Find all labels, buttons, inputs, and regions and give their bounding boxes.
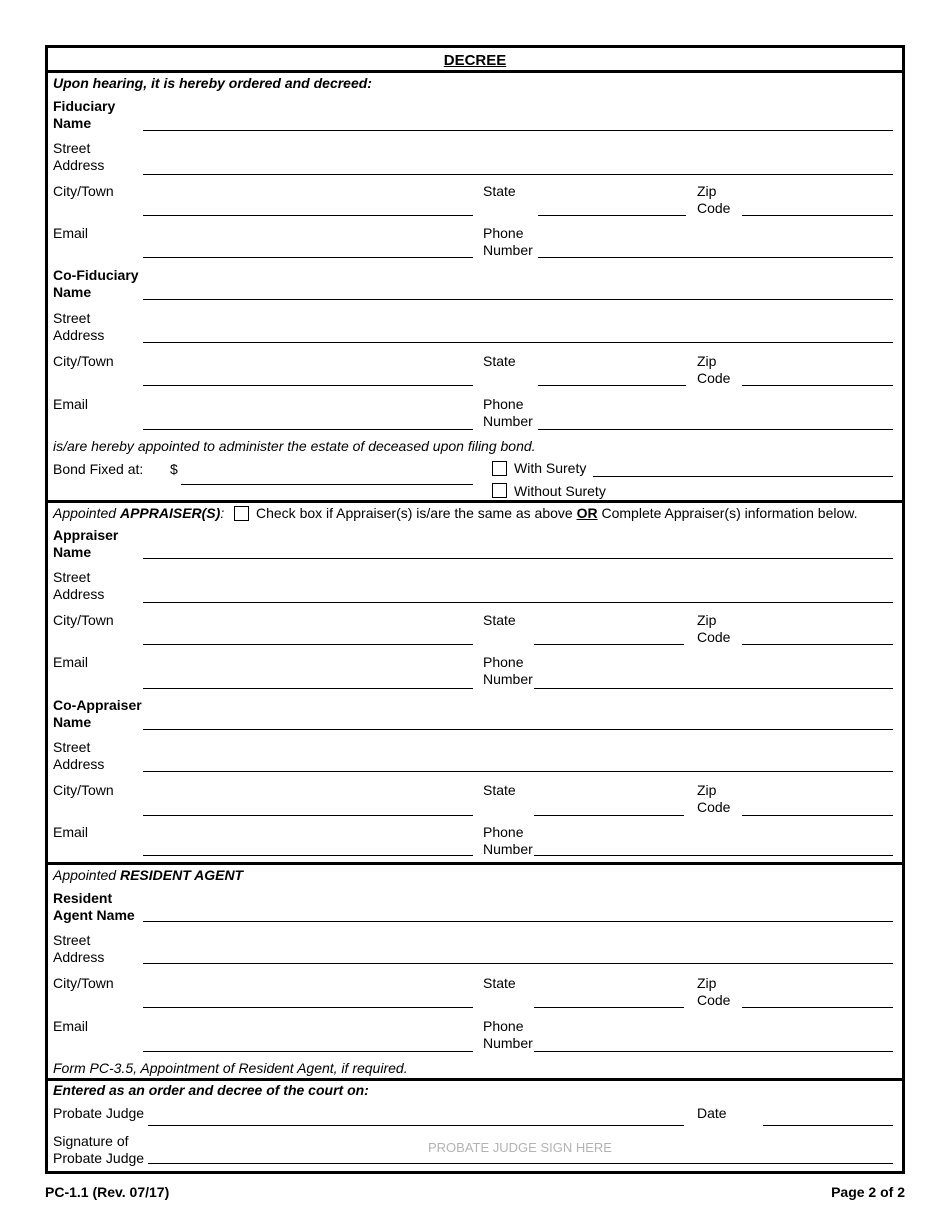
with-surety-label: With Surety	[514, 460, 587, 476]
fiduciary-state-label: State	[483, 183, 516, 199]
probate-judge-label: Probate Judge	[53, 1105, 145, 1121]
co-fiduciary-phone-label: Phone Number	[483, 396, 533, 429]
surety-name-field[interactable]	[593, 476, 893, 477]
co-appraiser-street-label: Street Address	[53, 739, 105, 772]
resident-agent-zip-field[interactable]	[742, 1007, 893, 1008]
co-fiduciary-city-field[interactable]	[143, 385, 473, 386]
co-appraiser-name-label: Co-Appraiser Name	[53, 697, 142, 730]
co-appraiser-phone-field[interactable]	[534, 855, 893, 856]
signature-label: Signature of Probate Judge	[53, 1133, 145, 1166]
appraiser-street-label: Street Address	[53, 569, 105, 602]
co-appraiser-street-field[interactable]	[143, 771, 893, 772]
resident-agent-street-label: Street Address	[53, 932, 105, 965]
appraiser-instruction: Check box if Appraiser(s) is/are the same as above OR Complete Appraiser(s) information below.	[256, 505, 858, 521]
fiduciary-city-label: City/Town	[53, 183, 114, 199]
appraiser-email-label: Email	[53, 654, 89, 670]
resident-agent-heading: Appointed RESIDENT AGENT	[53, 867, 244, 883]
appraiser-state-field[interactable]	[534, 644, 684, 645]
fiduciary-street-label: Street Address	[53, 140, 105, 173]
fiduciary-street-field[interactable]	[143, 174, 893, 175]
resident-agent-email-label: Email	[53, 1018, 89, 1034]
bond-label: Bond Fixed at:	[53, 461, 144, 477]
appraiser-heading: Appointed APPRAISER(S):	[53, 505, 225, 521]
co-appraiser-city-field[interactable]	[143, 815, 473, 816]
appraiser-city-field[interactable]	[143, 644, 473, 645]
section-divider-resident-agent	[48, 862, 902, 865]
resident-agent-form-note: Form PC-3.5, Appointment of Resident Agent, if required.	[53, 1060, 408, 1076]
appraiser-city-label: City/Town	[53, 612, 114, 628]
fiduciary-email-field[interactable]	[143, 257, 473, 258]
co-appraiser-name-field[interactable]	[143, 729, 893, 730]
appraiser-phone-label: Phone Number	[483, 654, 533, 687]
fiduciary-phone-field[interactable]	[538, 257, 893, 258]
decree-form	[45, 45, 905, 1174]
fiduciary-name-label: Fiduciary Name	[53, 98, 116, 131]
section-divider-appraisers	[48, 500, 902, 503]
fiduciary-state-field[interactable]	[538, 215, 686, 216]
co-fiduciary-name-field[interactable]	[143, 299, 893, 300]
bond-amount-field[interactable]	[181, 484, 473, 485]
section-divider-entry	[48, 1078, 902, 1081]
resident-agent-state-label: State	[483, 975, 516, 991]
resident-agent-zip-label: Zip Code	[697, 975, 731, 1008]
co-fiduciary-street-field[interactable]	[143, 342, 893, 343]
co-fiduciary-zip-field[interactable]	[742, 385, 893, 386]
co-fiduciary-email-label: Email	[53, 396, 89, 412]
co-appraiser-zip-label: Zip Code	[697, 782, 731, 815]
fiduciary-city-field[interactable]	[143, 215, 473, 216]
page-number: Page 2 of 2	[831, 1184, 905, 1200]
appraiser-phone-field[interactable]	[534, 688, 893, 689]
co-fiduciary-street-label: Street Address	[53, 310, 105, 343]
co-fiduciary-zip-label: Zip Code	[697, 353, 731, 386]
resident-agent-phone-label: Phone Number	[483, 1018, 533, 1051]
currency-symbol: $	[170, 461, 178, 477]
co-fiduciary-email-field[interactable]	[143, 429, 473, 430]
appraiser-zip-label: Zip Code	[697, 612, 731, 645]
appraiser-name-label: Appraiser Name	[53, 527, 119, 560]
resident-agent-street-field[interactable]	[143, 963, 893, 964]
resident-agent-phone-field[interactable]	[534, 1051, 893, 1052]
appraiser-street-field[interactable]	[143, 602, 893, 603]
without-surety-checkbox[interactable]	[492, 483, 507, 498]
probate-judge-field[interactable]	[148, 1125, 684, 1126]
resident-agent-city-label: City/Town	[53, 975, 114, 991]
date-label: Date	[697, 1105, 727, 1121]
co-appraiser-state-label: State	[483, 782, 516, 798]
resident-agent-email-field[interactable]	[143, 1051, 473, 1052]
co-fiduciary-phone-field[interactable]	[538, 429, 893, 430]
co-fiduciary-state-field[interactable]	[538, 385, 686, 386]
resident-agent-state-field[interactable]	[534, 1007, 684, 1008]
co-fiduciary-state-label: State	[483, 353, 516, 369]
without-surety-label: Without Surety	[514, 483, 606, 499]
form-id: PC-1.1 (Rev. 07/17)	[45, 1184, 170, 1200]
resident-agent-city-field[interactable]	[143, 1007, 473, 1008]
co-fiduciary-city-label: City/Town	[53, 353, 114, 369]
fiduciary-zip-label: Zip Code	[697, 183, 731, 216]
fiduciary-zip-field[interactable]	[742, 215, 893, 216]
co-appraiser-state-field[interactable]	[534, 815, 684, 816]
co-appraiser-email-label: Email	[53, 824, 89, 840]
title-divider	[48, 70, 902, 73]
co-appraiser-city-label: City/Town	[53, 782, 114, 798]
appraiser-zip-field[interactable]	[742, 644, 893, 645]
sign-here-hint: PROBATE JUDGE SIGN HERE	[428, 1140, 612, 1155]
resident-agent-name-label: Resident Agent Name	[53, 890, 135, 923]
fiduciary-name-field[interactable]	[143, 130, 893, 131]
co-fiduciary-name-label: Co-Fiduciary Name	[53, 267, 139, 300]
appraiser-email-field[interactable]	[143, 688, 473, 689]
fiduciary-email-label: Email	[53, 225, 89, 241]
co-appraiser-zip-field[interactable]	[742, 815, 893, 816]
appraiser-name-field[interactable]	[143, 558, 893, 559]
decree-intro: Upon hearing, it is hereby ordered and decreed:	[53, 75, 372, 91]
resident-agent-name-field[interactable]	[143, 921, 893, 922]
entry-heading: Entered as an order and decree of the court on:	[53, 1082, 369, 1098]
co-appraiser-email-field[interactable]	[143, 855, 473, 856]
with-surety-checkbox[interactable]	[492, 461, 507, 476]
date-field[interactable]	[763, 1125, 893, 1126]
signature-field[interactable]	[148, 1163, 893, 1164]
co-appraiser-phone-label: Phone Number	[483, 824, 533, 857]
fiduciary-phone-label: Phone Number	[483, 225, 533, 258]
appraiser-state-label: State	[483, 612, 516, 628]
appointment-statement: is/are hereby appointed to administer the estate of deceased upon filing bond.	[53, 438, 536, 454]
appraiser-same-checkbox[interactable]	[234, 506, 249, 521]
form-title: DECREE	[443, 52, 507, 69]
